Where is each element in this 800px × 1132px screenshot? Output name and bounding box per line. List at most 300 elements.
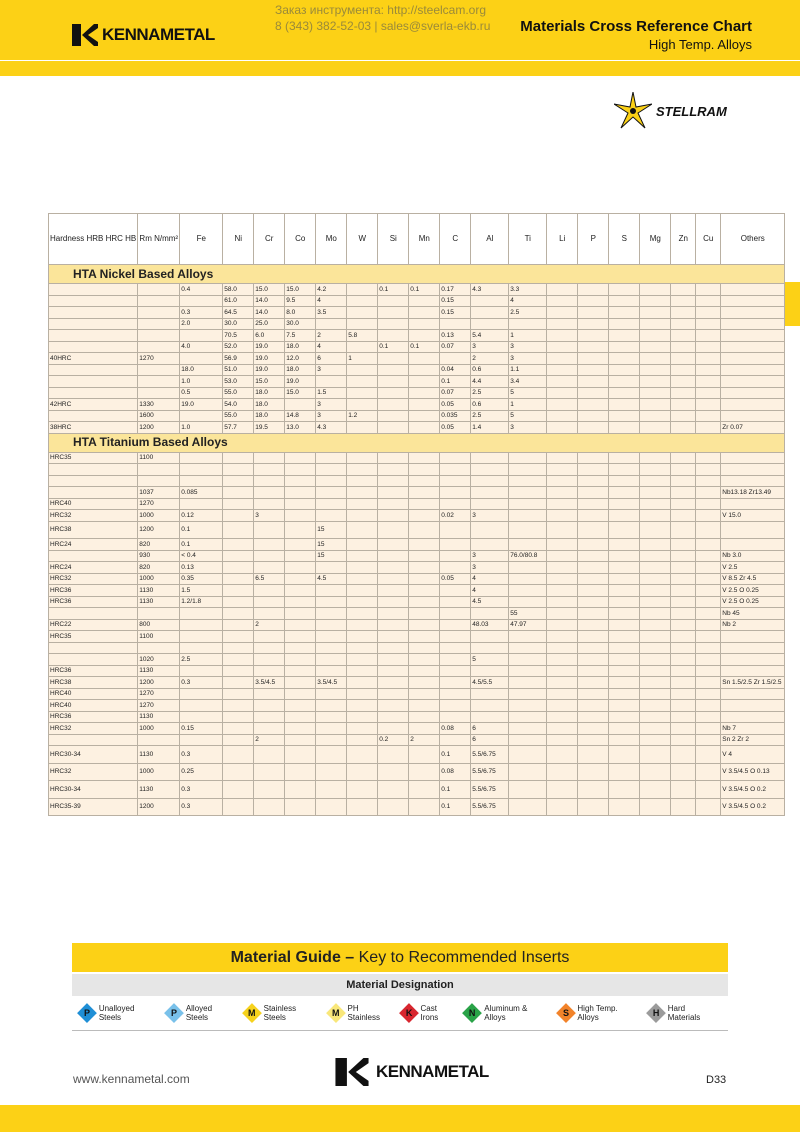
table-cell: 3.3 — [509, 284, 547, 296]
table-cell — [409, 353, 440, 365]
table-cell — [671, 677, 696, 689]
table-cell — [378, 585, 409, 597]
table-cell: Sn 1.5/2.5 Zr 1.5/2.5 — [721, 677, 785, 689]
table-cell: 3.5/4.5 — [254, 677, 285, 689]
table-cell — [471, 318, 509, 330]
table-cell — [547, 307, 578, 319]
table-cell — [378, 307, 409, 319]
table-cell — [509, 631, 547, 643]
material-label: Unalloyed Steels — [98, 1004, 135, 1022]
table-cell — [609, 585, 640, 597]
table-cell: 0.6 — [471, 399, 509, 411]
table-cell — [547, 422, 578, 434]
table-cell — [547, 341, 578, 353]
table-cell — [316, 723, 347, 735]
table-cell — [471, 295, 509, 307]
table-cell — [696, 295, 721, 307]
table-cell — [509, 464, 547, 476]
table-cell: Nb 3.0 — [721, 550, 785, 562]
table-cell — [578, 763, 609, 781]
table-cell: 1.5 — [180, 585, 223, 597]
table-cell — [440, 475, 471, 487]
table-cell — [578, 539, 609, 551]
table-cell: HRC24 — [49, 539, 138, 551]
table-row — [49, 498, 785, 510]
table-cell — [409, 798, 440, 816]
table-cell — [578, 295, 609, 307]
table-cell: 1000 — [138, 763, 180, 781]
table-cell — [609, 330, 640, 342]
table-cell — [223, 510, 254, 522]
table-cell: 1.5 — [316, 387, 347, 399]
table-cell — [223, 487, 254, 499]
table-cell: 0.02 — [440, 510, 471, 522]
table-cell — [696, 539, 721, 551]
table-cell: 12.0 — [285, 353, 316, 365]
table-cell — [223, 631, 254, 643]
table-cell: 13.0 — [285, 422, 316, 434]
table-cell — [578, 677, 609, 689]
table-cell: 4 — [316, 341, 347, 353]
table-cell — [254, 550, 285, 562]
table-cell — [547, 452, 578, 464]
table-cell: 19.0 — [254, 353, 285, 365]
table-cell — [409, 596, 440, 608]
table-cell — [285, 688, 316, 700]
column-header: Ti — [509, 214, 547, 265]
table-cell — [285, 746, 316, 764]
table-cell — [440, 539, 471, 551]
column-header: Co — [285, 214, 316, 265]
table-cell — [547, 410, 578, 422]
table-cell: 57.7 — [223, 422, 254, 434]
table-row — [49, 399, 785, 411]
table-cell — [440, 700, 471, 712]
table-cell — [378, 464, 409, 476]
table-cell: 3 — [254, 510, 285, 522]
material-key-list — [72, 996, 728, 1030]
table-cell: 1200 — [138, 422, 180, 434]
table-cell: 0.1 — [180, 521, 223, 539]
table-cell — [609, 688, 640, 700]
table-cell — [378, 318, 409, 330]
table-cell — [347, 711, 378, 723]
table-cell — [347, 475, 378, 487]
table-cell — [609, 376, 640, 388]
table-cell — [578, 619, 609, 631]
table-cell — [180, 734, 223, 746]
table-cell — [347, 295, 378, 307]
table-cell — [347, 619, 378, 631]
table-cell: 58.0 — [223, 284, 254, 296]
table-row — [49, 330, 785, 342]
table-cell — [578, 654, 609, 666]
table-cell — [640, 376, 671, 388]
table-cell — [180, 295, 223, 307]
table-cell — [409, 387, 440, 399]
table-cell: 1 — [509, 399, 547, 411]
table-cell — [509, 573, 547, 585]
table-cell — [721, 539, 785, 551]
table-cell: 4.5 — [471, 596, 509, 608]
table-cell: 800 — [138, 619, 180, 631]
table-cell — [223, 452, 254, 464]
table-row — [49, 387, 785, 399]
table-cell: 0.08 — [440, 763, 471, 781]
table-cell — [696, 596, 721, 608]
table-cell — [49, 341, 138, 353]
table-cell — [609, 318, 640, 330]
table-cell: 3 — [316, 364, 347, 376]
table-cell — [696, 562, 721, 574]
column-header: Mn — [409, 214, 440, 265]
table-cell — [378, 596, 409, 608]
table-cell — [378, 746, 409, 764]
table-cell — [223, 665, 254, 677]
table-cell: 4.5 — [316, 573, 347, 585]
table-cell — [578, 608, 609, 620]
table-cell — [721, 364, 785, 376]
table-cell — [721, 307, 785, 319]
table-cell — [609, 723, 640, 735]
contact-line-order[interactable]: Заказ инструмента: http://steelcam.org — [275, 3, 487, 17]
table-cell — [696, 475, 721, 487]
table-cell — [721, 700, 785, 712]
table-cell — [347, 596, 378, 608]
table-cell — [509, 318, 547, 330]
table-cell — [49, 387, 138, 399]
table-cell — [138, 734, 180, 746]
cross-reference-table — [48, 213, 785, 816]
table-cell: 1.1 — [509, 364, 547, 376]
guide-title-rest: Key to Recommended Inserts — [354, 949, 570, 966]
table-cell: 1100 — [138, 631, 180, 643]
guide-title-bold: Material Guide – — [230, 949, 355, 966]
table-cell — [547, 677, 578, 689]
table-cell — [671, 631, 696, 643]
table-cell: 0.04 — [440, 364, 471, 376]
table-cell: 1.0 — [180, 422, 223, 434]
table-cell: 19.0 — [254, 364, 285, 376]
table-cell — [223, 723, 254, 735]
table-cell — [671, 475, 696, 487]
table-cell — [578, 422, 609, 434]
material-letter: P — [170, 1008, 177, 1018]
table-cell — [347, 498, 378, 510]
table-cell — [409, 700, 440, 712]
table-cell: HRC30-34 — [49, 746, 138, 764]
table-cell: 1270 — [138, 353, 180, 365]
table-cell: 0.07 — [440, 387, 471, 399]
table-cell — [378, 665, 409, 677]
table-cell — [223, 781, 254, 799]
table-cell — [347, 665, 378, 677]
table-cell: 1000 — [138, 723, 180, 735]
table-cell: 4.0 — [180, 341, 223, 353]
material-letter: K — [405, 1007, 412, 1018]
table-row — [49, 364, 785, 376]
table-cell — [223, 573, 254, 585]
table-cell: V 8.5 Zr 4.5 — [721, 573, 785, 585]
table-cell — [138, 284, 180, 296]
table-cell: V 3.5/4.5 O 0.2 — [721, 798, 785, 816]
table-cell — [578, 452, 609, 464]
table-cell — [378, 410, 409, 422]
table-cell: 4 — [471, 585, 509, 597]
table-cell — [285, 452, 316, 464]
table-cell — [254, 487, 285, 499]
table-cell: 1130 — [138, 585, 180, 597]
column-header: Mg — [640, 214, 671, 265]
material-letter: H — [652, 1007, 660, 1018]
table-row — [49, 677, 785, 689]
table-cell: 0.1 — [180, 539, 223, 551]
table-cell: 3.4 — [509, 376, 547, 388]
table-cell: HRC32 — [49, 510, 138, 522]
table-cell — [547, 550, 578, 562]
table-cell: HRC40 — [49, 498, 138, 510]
material-diamond-icon — [646, 1003, 666, 1023]
stellram-star-icon — [614, 92, 652, 130]
table-cell — [696, 573, 721, 585]
table-cell — [640, 295, 671, 307]
table-cell — [547, 487, 578, 499]
table-cell — [223, 711, 254, 723]
table-cell — [696, 619, 721, 631]
table-cell — [49, 654, 138, 666]
table-cell — [547, 798, 578, 816]
table-cell — [696, 487, 721, 499]
table-cell: 0.3 — [180, 781, 223, 799]
table-cell: 1020 — [138, 654, 180, 666]
table-cell — [223, 642, 254, 654]
table-cell: 7.5 — [285, 330, 316, 342]
table-cell — [547, 665, 578, 677]
table-header-row — [49, 214, 785, 265]
table-cell — [49, 642, 138, 654]
table-cell: HRC22 — [49, 619, 138, 631]
table-cell — [671, 330, 696, 342]
table-row — [49, 631, 785, 643]
table-cell — [671, 510, 696, 522]
table-cell: 0.1 — [440, 376, 471, 388]
table-cell — [696, 781, 721, 799]
table-cell — [378, 619, 409, 631]
table-cell — [285, 521, 316, 539]
table-cell — [347, 487, 378, 499]
table-cell: 3 — [471, 550, 509, 562]
table-row — [49, 353, 785, 365]
table-cell — [285, 550, 316, 562]
table-cell: 1.0 — [180, 376, 223, 388]
table-cell — [378, 711, 409, 723]
section-title: HTA Titanium Based Alloys — [49, 433, 785, 452]
table-cell — [671, 596, 696, 608]
table-cell — [49, 376, 138, 388]
table-cell: 3 — [316, 399, 347, 411]
table-cell — [285, 498, 316, 510]
table-cell — [671, 284, 696, 296]
table-cell — [347, 763, 378, 781]
table-cell: 1037 — [138, 487, 180, 499]
table-cell — [509, 539, 547, 551]
table-cell — [640, 452, 671, 464]
table-cell — [347, 364, 378, 376]
table-cell — [640, 330, 671, 342]
table-cell — [254, 475, 285, 487]
table-cell: HRC36 — [49, 596, 138, 608]
table-cell — [696, 341, 721, 353]
table-cell: 5.5/6.75 — [471, 746, 509, 764]
table-cell — [347, 550, 378, 562]
table-cell — [721, 353, 785, 365]
table-cell: 3 — [471, 562, 509, 574]
table-row — [49, 700, 785, 712]
table-row — [49, 422, 785, 434]
column-header: Al — [471, 214, 509, 265]
table-cell — [378, 376, 409, 388]
table-cell: 18.0 — [254, 399, 285, 411]
table-cell — [640, 510, 671, 522]
table-cell: V 3.5/4.5 O 0.13 — [721, 763, 785, 781]
table-cell — [578, 318, 609, 330]
table-cell — [547, 723, 578, 735]
table-cell — [223, 608, 254, 620]
footer-bar — [0, 1105, 800, 1132]
table-cell: 3 — [509, 422, 547, 434]
table-cell — [509, 665, 547, 677]
table-cell — [547, 475, 578, 487]
table-cell — [316, 781, 347, 799]
table-cell — [671, 410, 696, 422]
table-cell — [671, 550, 696, 562]
table-cell — [696, 330, 721, 342]
table-cell: 15 — [316, 550, 347, 562]
table-cell — [223, 550, 254, 562]
table-cell — [609, 596, 640, 608]
table-cell — [547, 295, 578, 307]
table-cell: 54.0 — [223, 399, 254, 411]
table-cell — [721, 654, 785, 666]
table-cell — [409, 550, 440, 562]
section-row — [49, 265, 785, 284]
table-cell — [378, 422, 409, 434]
table-cell — [180, 452, 223, 464]
table-cell — [696, 307, 721, 319]
table-cell — [440, 487, 471, 499]
table-cell — [316, 585, 347, 597]
table-cell — [640, 364, 671, 376]
table-cell — [378, 654, 409, 666]
table-cell — [609, 711, 640, 723]
table-cell — [640, 711, 671, 723]
table-cell — [285, 631, 316, 643]
table-cell — [721, 341, 785, 353]
table-cell: 1 — [347, 353, 378, 365]
table-row — [49, 487, 785, 499]
table-cell — [378, 688, 409, 700]
table-cell — [640, 562, 671, 574]
table-cell — [347, 464, 378, 476]
table-cell — [471, 665, 509, 677]
table-cell — [547, 464, 578, 476]
table-cell — [49, 330, 138, 342]
table-cell: 18.0 — [285, 341, 316, 353]
table-cell — [609, 642, 640, 654]
table-cell — [547, 596, 578, 608]
table-cell: 0.3 — [180, 798, 223, 816]
table-cell — [285, 798, 316, 816]
table-cell — [578, 711, 609, 723]
table-cell — [509, 700, 547, 712]
table-cell — [509, 763, 547, 781]
table-cell — [578, 665, 609, 677]
table-cell — [285, 723, 316, 735]
table-cell — [378, 642, 409, 654]
table-cell — [609, 700, 640, 712]
table-cell — [409, 498, 440, 510]
table-cell — [409, 539, 440, 551]
table-cell — [316, 464, 347, 476]
table-cell — [696, 654, 721, 666]
table-cell — [640, 410, 671, 422]
footer-url[interactable]: www.kennametal.com — [73, 1072, 190, 1086]
table-cell — [640, 688, 671, 700]
table-cell — [440, 642, 471, 654]
table-cell — [671, 642, 696, 654]
table-cell: 2.5 — [509, 307, 547, 319]
table-cell: 5.8 — [347, 330, 378, 342]
table-cell — [316, 631, 347, 643]
material-diamond-icon — [399, 1003, 419, 1023]
table-cell: 1130 — [138, 665, 180, 677]
table-cell — [347, 723, 378, 735]
table-cell: 820 — [138, 562, 180, 574]
table-cell — [609, 387, 640, 399]
table-cell — [409, 464, 440, 476]
table-cell: 30.0 — [285, 318, 316, 330]
table-cell — [440, 464, 471, 476]
table-cell — [409, 711, 440, 723]
table-cell: 4.4 — [471, 376, 509, 388]
table-cell: 1000 — [138, 573, 180, 585]
table-cell — [609, 364, 640, 376]
table-cell — [471, 539, 509, 551]
table-cell: 2.5 — [471, 410, 509, 422]
column-header: Li — [547, 214, 578, 265]
table-cell — [578, 376, 609, 388]
table-cell — [696, 631, 721, 643]
table-cell — [547, 284, 578, 296]
table-cell: Nb 2 — [721, 619, 785, 631]
table-cell — [378, 510, 409, 522]
table-cell — [440, 452, 471, 464]
table-cell — [609, 734, 640, 746]
table-cell — [547, 539, 578, 551]
contact-line-phone[interactable]: 8 (343) 382-52-03 | sales@sverla-ekb.ru — [275, 19, 491, 33]
table-cell — [671, 341, 696, 353]
material-key-item — [649, 1004, 719, 1022]
table-row — [49, 798, 785, 816]
table-cell — [378, 573, 409, 585]
table-cell: Nb 45 — [721, 608, 785, 620]
table-cell — [49, 364, 138, 376]
table-cell — [547, 521, 578, 539]
table-cell — [547, 498, 578, 510]
table-cell: Nb 7 — [721, 723, 785, 735]
table-cell — [409, 487, 440, 499]
table-cell — [409, 330, 440, 342]
